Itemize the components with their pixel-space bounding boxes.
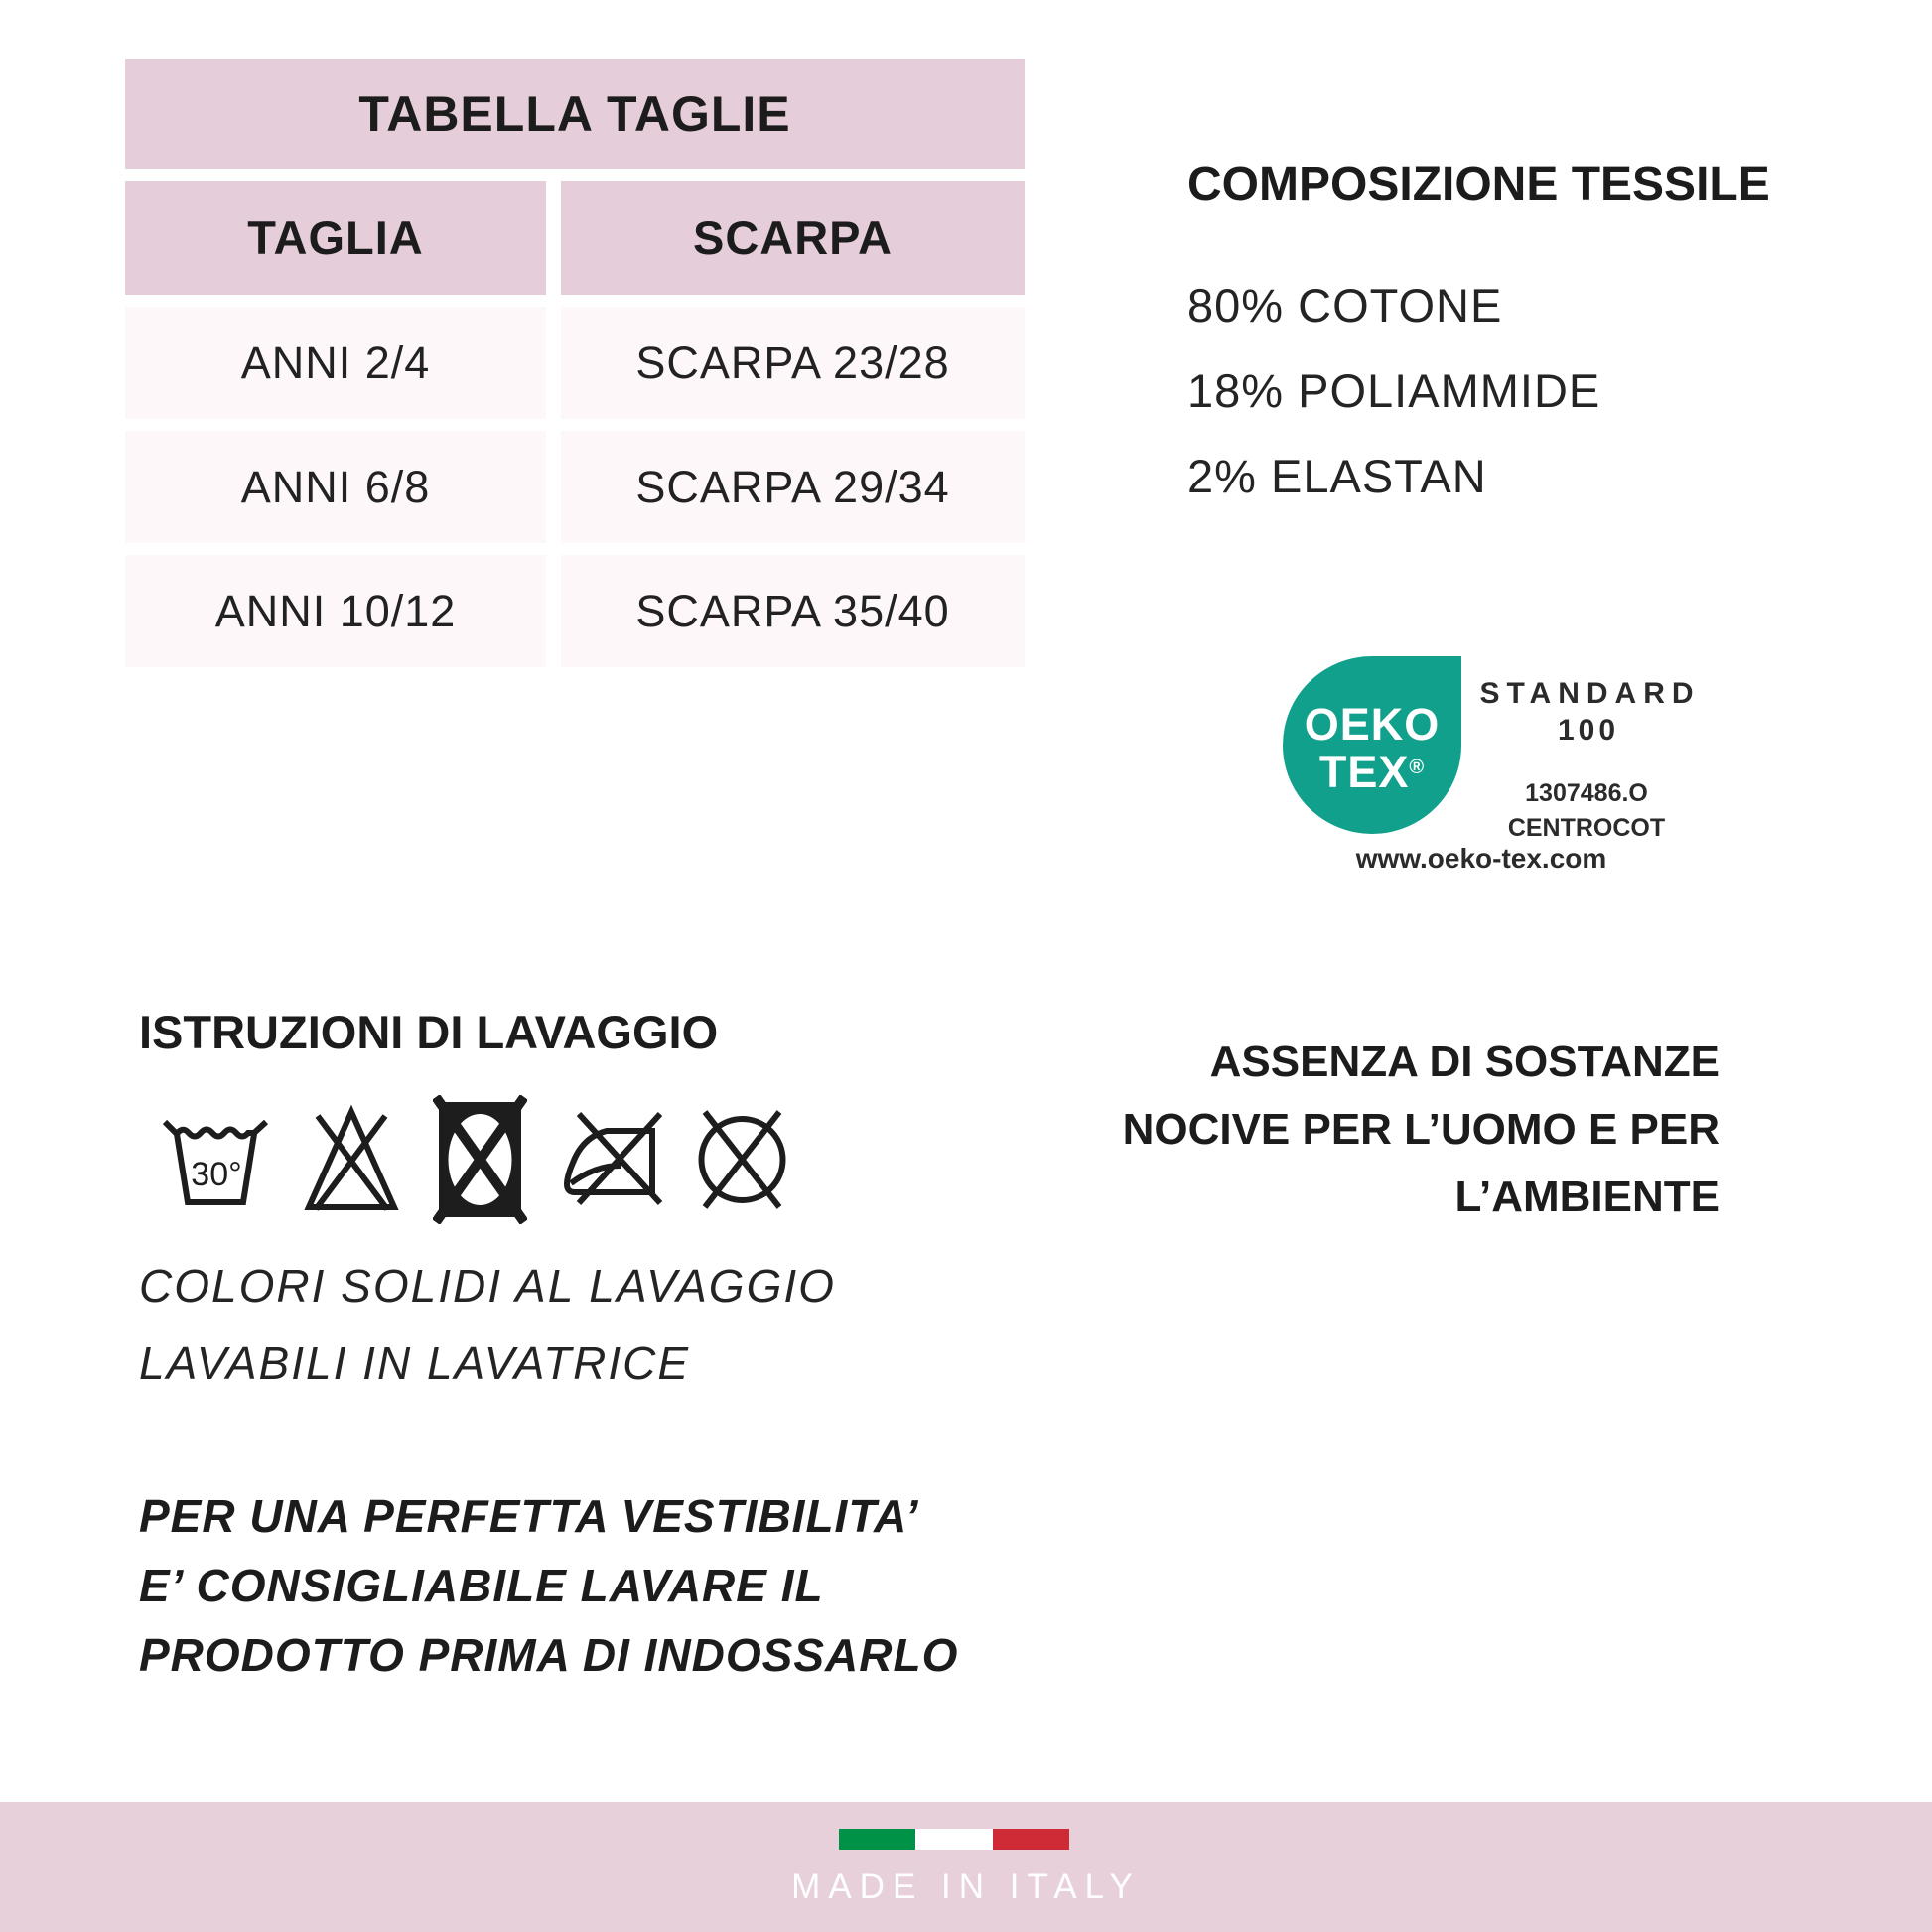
italian-flag-icon xyxy=(839,1829,1069,1850)
fit-advice-line: E’ CONSIGLIABILE LAVARE IL xyxy=(139,1560,824,1611)
standard-number: 100 xyxy=(1557,714,1620,747)
table-row: ANNI 10/12 xyxy=(125,555,546,667)
oeko-url: www.oeko-tex.com xyxy=(1355,843,1607,874)
table-row: SCARPA 23/28 xyxy=(561,307,1025,419)
oeko-standard-block xyxy=(1472,677,1701,843)
flag-white-stripe xyxy=(915,1829,992,1850)
wash-note: LAVABILI IN LAVATRICE xyxy=(139,1337,691,1389)
certificate-number: 1307486.O xyxy=(1525,779,1648,807)
composition-title: COMPOSIZIONE TESSILE xyxy=(1187,158,1770,210)
do-not-dry-clean-icon xyxy=(695,1101,789,1218)
washing-title: ISTRUZIONI DI LAVAGGIO xyxy=(139,1006,719,1058)
table-row: ANNI 2/4 xyxy=(125,307,546,419)
size-table-col-scarpa: SCARPA xyxy=(561,181,1025,295)
size-table xyxy=(125,59,1025,667)
table-row: SCARPA 35/40 xyxy=(561,555,1025,667)
wash-30-icon xyxy=(161,1110,270,1209)
composition-item: 18% POLIAMMIDE xyxy=(1187,364,1601,417)
tex-word: TEX® xyxy=(1318,746,1426,797)
oeko-tex-logo-icon xyxy=(1283,656,1461,834)
safety-statement xyxy=(1104,1029,1720,1231)
table-row: ANNI 6/8 xyxy=(125,431,546,543)
fit-advice xyxy=(139,1481,958,1690)
safety-line: NOCIVE PER L’UOMO E PER xyxy=(1122,1105,1720,1154)
fit-advice-line: PER UNA PERFETTA VESTIBILITA’ xyxy=(139,1490,919,1542)
made-in-italy-label: MADE IN ITALY xyxy=(791,1867,1141,1906)
composition-item: 2% ELASTAN xyxy=(1187,450,1487,502)
size-table-title: TABELLA TAGLIE xyxy=(125,59,1025,169)
oeko-word: OEKO xyxy=(1304,699,1441,751)
do-not-iron-icon xyxy=(559,1104,663,1215)
standard-label: STANDARD xyxy=(1479,677,1701,710)
flag-green-stripe xyxy=(839,1829,915,1850)
do-not-tumble-dry-icon xyxy=(433,1095,527,1224)
size-table-col-taglia: TAGLIA xyxy=(125,181,546,295)
flag-red-stripe xyxy=(993,1829,1069,1850)
safety-line: ASSENZA DI SOSTANZE xyxy=(1209,1037,1720,1086)
registered-mark: ® xyxy=(1409,756,1426,778)
care-symbols-row xyxy=(161,1090,789,1229)
certifying-institute: CENTROCOT xyxy=(1507,814,1666,842)
wash-temperature: 30° xyxy=(191,1156,242,1193)
table-row: SCARPA 29/34 xyxy=(561,431,1025,543)
footer-bar xyxy=(0,1802,1932,1932)
do-not-bleach-icon xyxy=(302,1104,401,1215)
safety-line: L’AMBIENTE xyxy=(1454,1173,1720,1221)
wash-note: COLORI SOLIDI AL LAVAGGIO xyxy=(139,1260,836,1311)
fit-advice-line: PRODOTTO PRIMA DI INDOSSARLO xyxy=(139,1629,959,1681)
composition-item: 80% COTONE xyxy=(1187,279,1503,332)
